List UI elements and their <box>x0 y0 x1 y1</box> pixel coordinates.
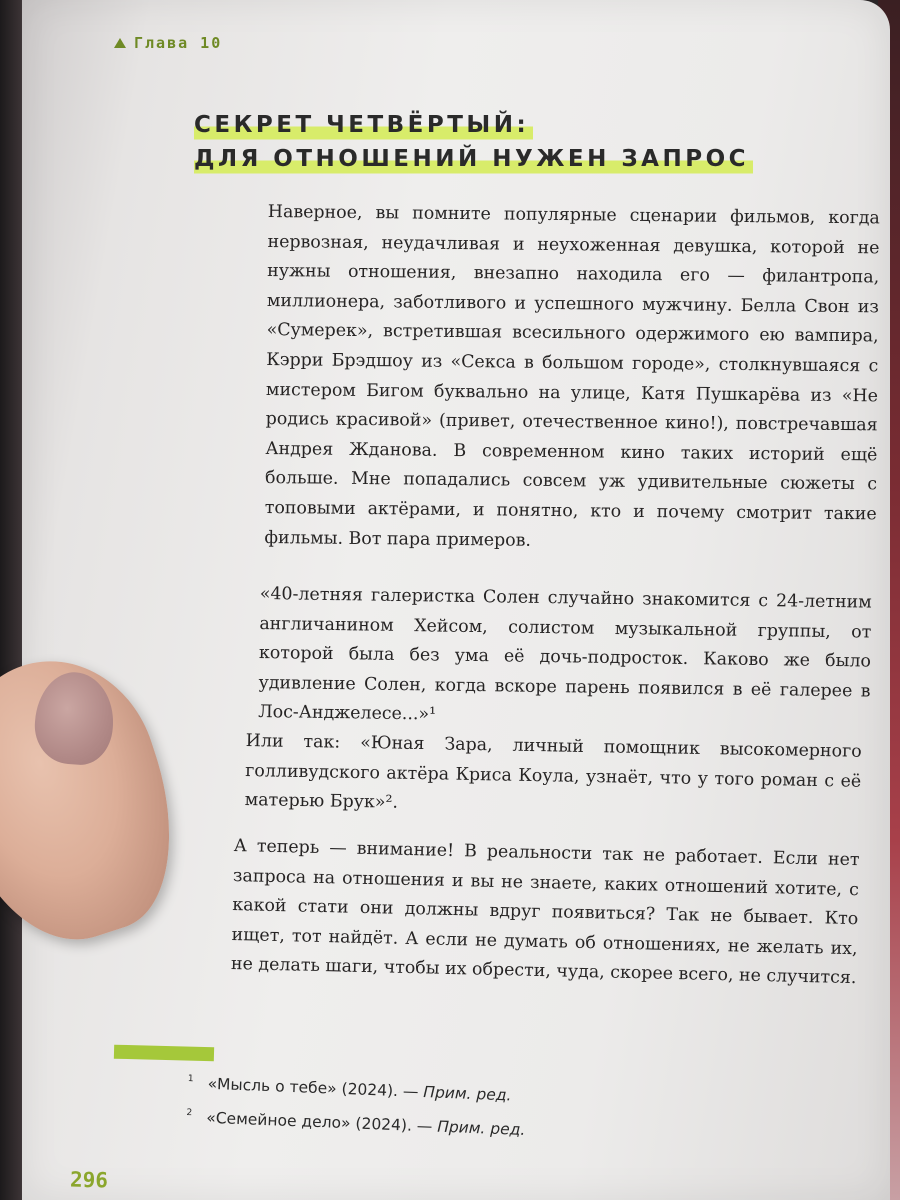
triangle-icon <box>114 38 126 48</box>
section-heading <box>194 108 753 176</box>
footnote-text: «Мысль о тебе» (2024). — Прим. ред. <box>207 1074 512 1105</box>
paragraph-example-1: «40-летняя галеристка Солен случайно знакомится с 24-летним англичанином Хейсом, солистом музыкальной группы, от которой была без ума её дочь-подросток. Каково же было удивление Солен, когда вскоре парень появился в её галерее в Лос-Анджелесе...»¹ <box>258 583 872 725</box>
paragraph-intro: Наверное, вы помните популярные сценарии фильмов, когда нервозная, неудачливая и неухоженная девушка, которой не нужны отношения, внезапно находила его — филантропа, миллионера, заботливого и успешного мужчину. Белла Свон из «Сумерек», встретившая всесильного одержимого ею вампира, Кэрри Брэдшоу из «Секса в большом городе», столкнувшаяся с мистером Бигом буквально на улице, Катя Пушкарёва из «Не родись красивой» (привет, отечественное кино!), повстречавшая Андрея Жданова. В современном кино таких историй ещё больше. Мне попадались совсем уж удивительные сюжеты с топовыми актёрами, и понятно, кто и почему смотрит такие фильмы. Вот пара примеров. <box>264 201 880 551</box>
footnote-number: 2 <box>186 1107 193 1119</box>
footnote-text: «Семейное дело» (2024). — Прим. ред. <box>205 1108 526 1139</box>
fingernail <box>32 670 116 767</box>
chapter-header <box>114 34 222 52</box>
paragraph-example-2: Или так: «Юная Зара, личный помощник высокомерного голливудского актёра Криса Коула, узнаёт, что у того роман с её матерью Брук»². <box>244 730 862 813</box>
paragraph-conclusion: А теперь — внимание! В реальности так не работает. Если нет запроса на отношения и вы не знаете, каких отношений хотите, с какой стати они должны вдруг появиться? Так не бывает. Кто ищет, тот найдёт. А если не думать об отношениях, не желать их, не делать шаги, чтобы их обрести, чуда, скорее всего, не случится. <box>230 835 860 989</box>
footnote-divider <box>114 1045 214 1062</box>
book-page <box>22 0 890 1200</box>
page-number: 296 <box>69 1167 109 1193</box>
chapter-label: Глава 10 <box>134 34 223 52</box>
footnotes <box>185 1074 527 1155</box>
footnote-number: 1 <box>187 1074 194 1085</box>
heading-line-2: ДЛЯ ОТНОШЕНИЙ НУЖЕН ЗАПРОС <box>194 142 753 176</box>
heading-line-1: СЕКРЕТ ЧЕТВЁРТЫЙ: <box>194 108 533 142</box>
